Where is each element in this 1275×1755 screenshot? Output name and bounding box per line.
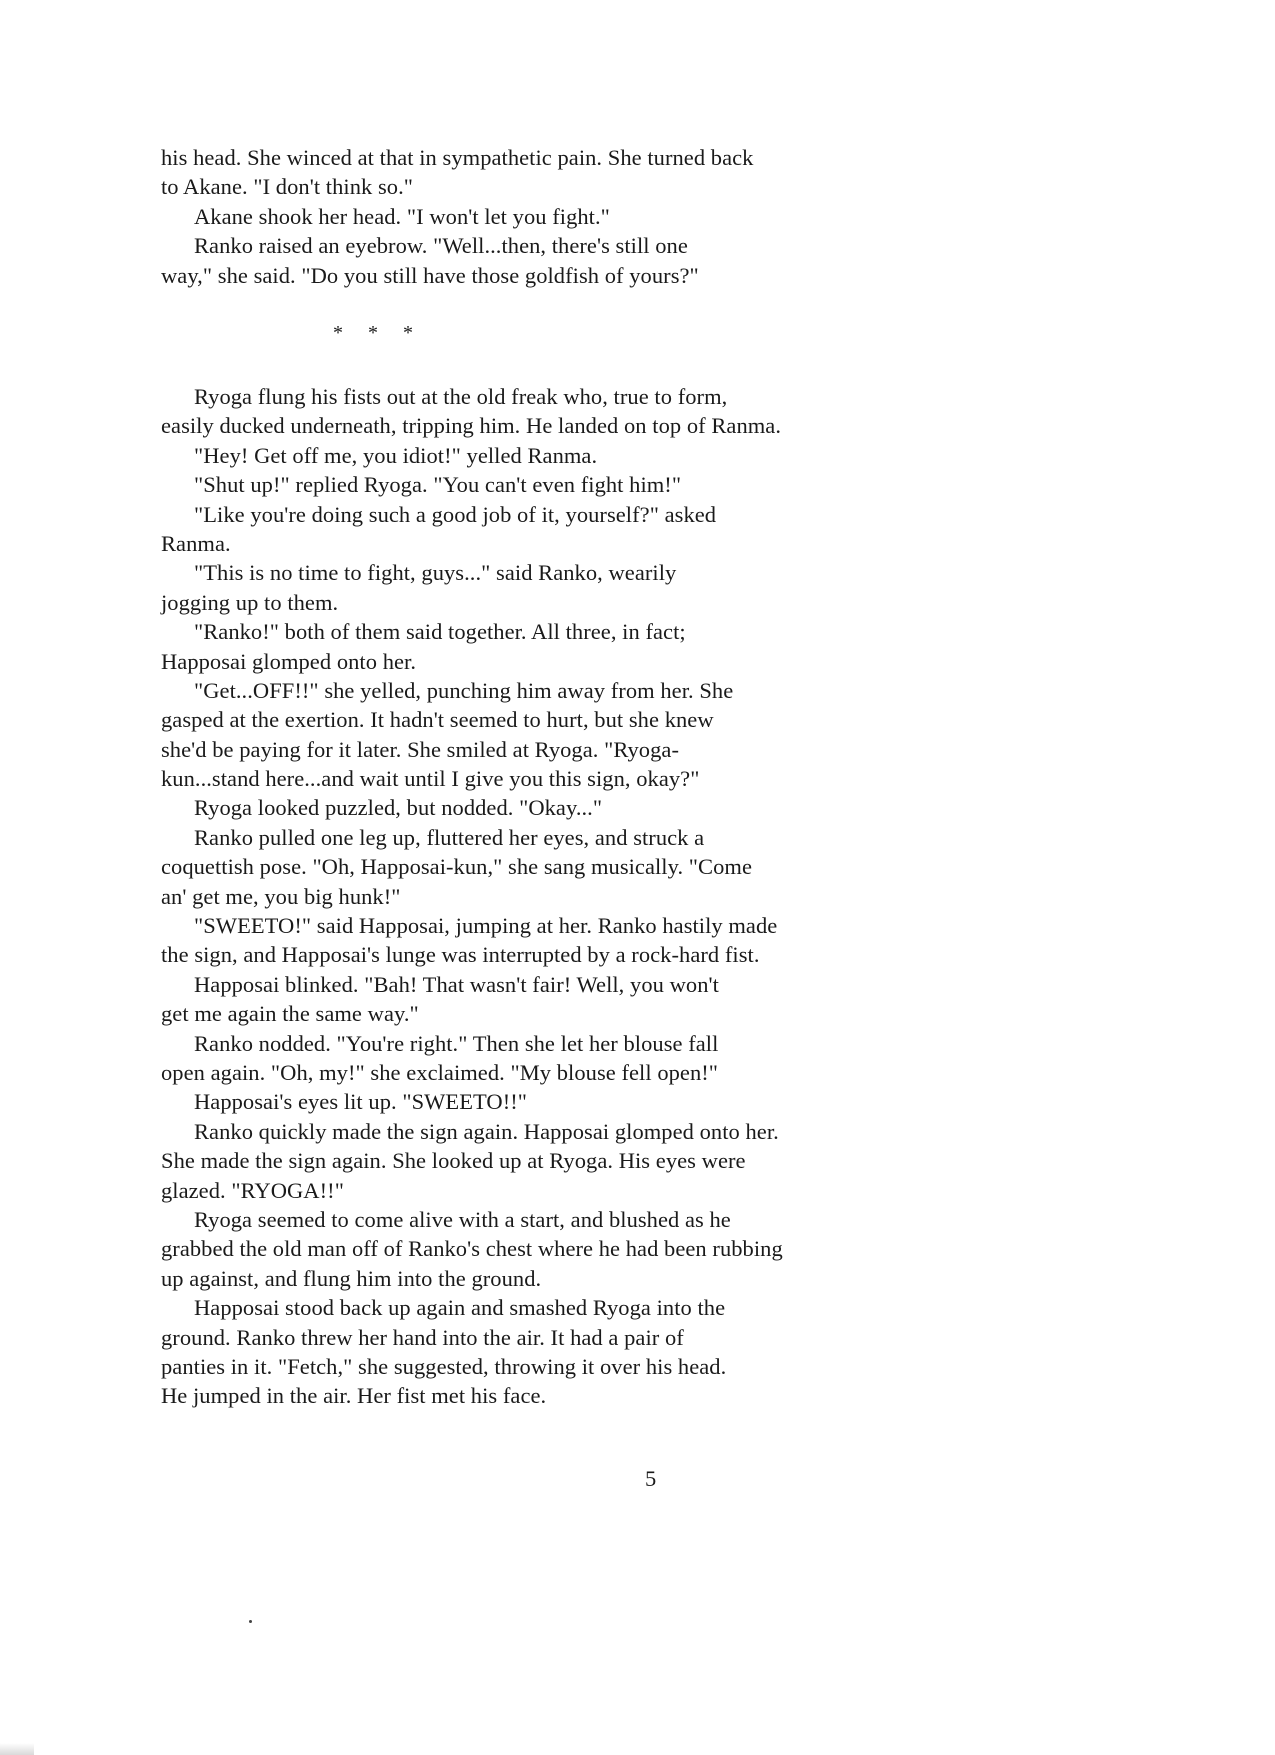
text-line: Ryoga flung his fists out at the old freak who, true to form, xyxy=(194,384,728,409)
text-line: to Akane. "I don't think so." xyxy=(161,174,413,200)
text-line: "Hey! Get off me, you idiot!" yelled Ranma. xyxy=(194,442,598,468)
text-line: easily ducked underneath, tripping him. He landed on top of Ranma. xyxy=(161,413,782,439)
text-block-after-break xyxy=(161,382,1061,1411)
text-line: Ranko quickly made the sign again. Happosai glomped onto her. xyxy=(194,1118,779,1144)
text-line: "Get...OFF!!" she yelled, punching him away from her. She xyxy=(194,677,734,703)
scan-edge-shadow xyxy=(0,1743,34,1755)
text-line: Ryoga looked puzzled, but nodded. "Okay..." xyxy=(194,795,603,821)
text-line: ground. Ranko threw her hand into the air. It had a pair of xyxy=(161,1324,684,1350)
text-line: Happosai blinked. "Bah! That wasn't fair! Well, you won't xyxy=(194,971,719,997)
text-block-before-break xyxy=(161,143,1061,290)
text-line: Happosai stood back up again and smashed Ryoga into the xyxy=(194,1295,726,1321)
text-line: kun...stand here...and wait until I give you this sign, okay?" xyxy=(161,766,700,792)
text-line: grabbed the old man off of Ranko's chest where he had been rubbing xyxy=(161,1236,783,1262)
text-line: "Like you're doing such a good job of it, yourself?" asked xyxy=(194,501,717,527)
text-line: Akane shook her head. "I won't let you fight." xyxy=(194,203,610,229)
text-line: Happosai's eyes lit up. "SWEETO!!" xyxy=(194,1089,528,1115)
text-line: open again. "Oh, my!" she exclaimed. "My blouse fell open!" xyxy=(161,1059,719,1085)
text-line: She made the sign again. She looked up at Ryoga. His eyes were xyxy=(161,1148,746,1174)
text-line: the sign, and Happosai's lunge was interrupted by a rock-hard fist. xyxy=(161,942,760,968)
text-line: glazed. "RYOGA!!" xyxy=(161,1177,344,1203)
text-line: his head. She winced at that in sympathetic pain. She turned back xyxy=(161,145,754,170)
text-line: He jumped in the air. Her fist met his face. xyxy=(161,1383,547,1409)
text-line: Ranko nodded. "You're right." Then she let her blouse fall xyxy=(194,1030,719,1056)
text-line: she'd be paying for it later. She smiled at Ryoga. "Ryoga- xyxy=(161,736,679,762)
text-line: way," she said. "Do you still have those goldfish of yours?" xyxy=(161,262,699,288)
text-line: panties in it. "Fetch," she suggested, throwing it over his head. xyxy=(161,1353,727,1379)
scene-break: * * * xyxy=(333,322,423,344)
text-line: gasped at the exertion. It hadn't seemed to hurt, but she knew xyxy=(161,707,714,733)
text-line: coquettish pose. "Oh, Happosai-kun," she sang musically. "Come xyxy=(161,854,752,880)
text-line: an' get me, you big hunk!" xyxy=(161,883,401,909)
page-number: 5 xyxy=(645,1466,657,1491)
text-line: "Shut up!" replied Ryoga. "You can't even fight him!" xyxy=(194,472,682,498)
text-line: "This is no time to fight, guys..." said Ranko, wearily xyxy=(194,560,677,586)
text-line: Ryoga seemed to come alive with a start, and blushed as he xyxy=(194,1206,731,1232)
text-line: Ranko raised an eyebrow. "Well...then, there's still one xyxy=(194,233,688,259)
text-line: "SWEETO!" said Happosai, jumping at her. Ranko hastily made xyxy=(194,913,778,939)
text-line: jogging up to them. xyxy=(161,589,339,615)
text-line: Ranma. xyxy=(161,530,231,556)
text-line: "Ranko!" both of them said together. All three, in fact; xyxy=(194,619,686,645)
text-line: Ranko pulled one leg up, fluttered her eyes, and struck a xyxy=(194,824,705,850)
text-line: get me again the same way." xyxy=(161,1001,419,1027)
text-line: Happosai glomped onto her. xyxy=(161,648,417,674)
text-line: up against, and flung him into the ground. xyxy=(161,1265,542,1291)
scan-speck xyxy=(249,1620,252,1623)
